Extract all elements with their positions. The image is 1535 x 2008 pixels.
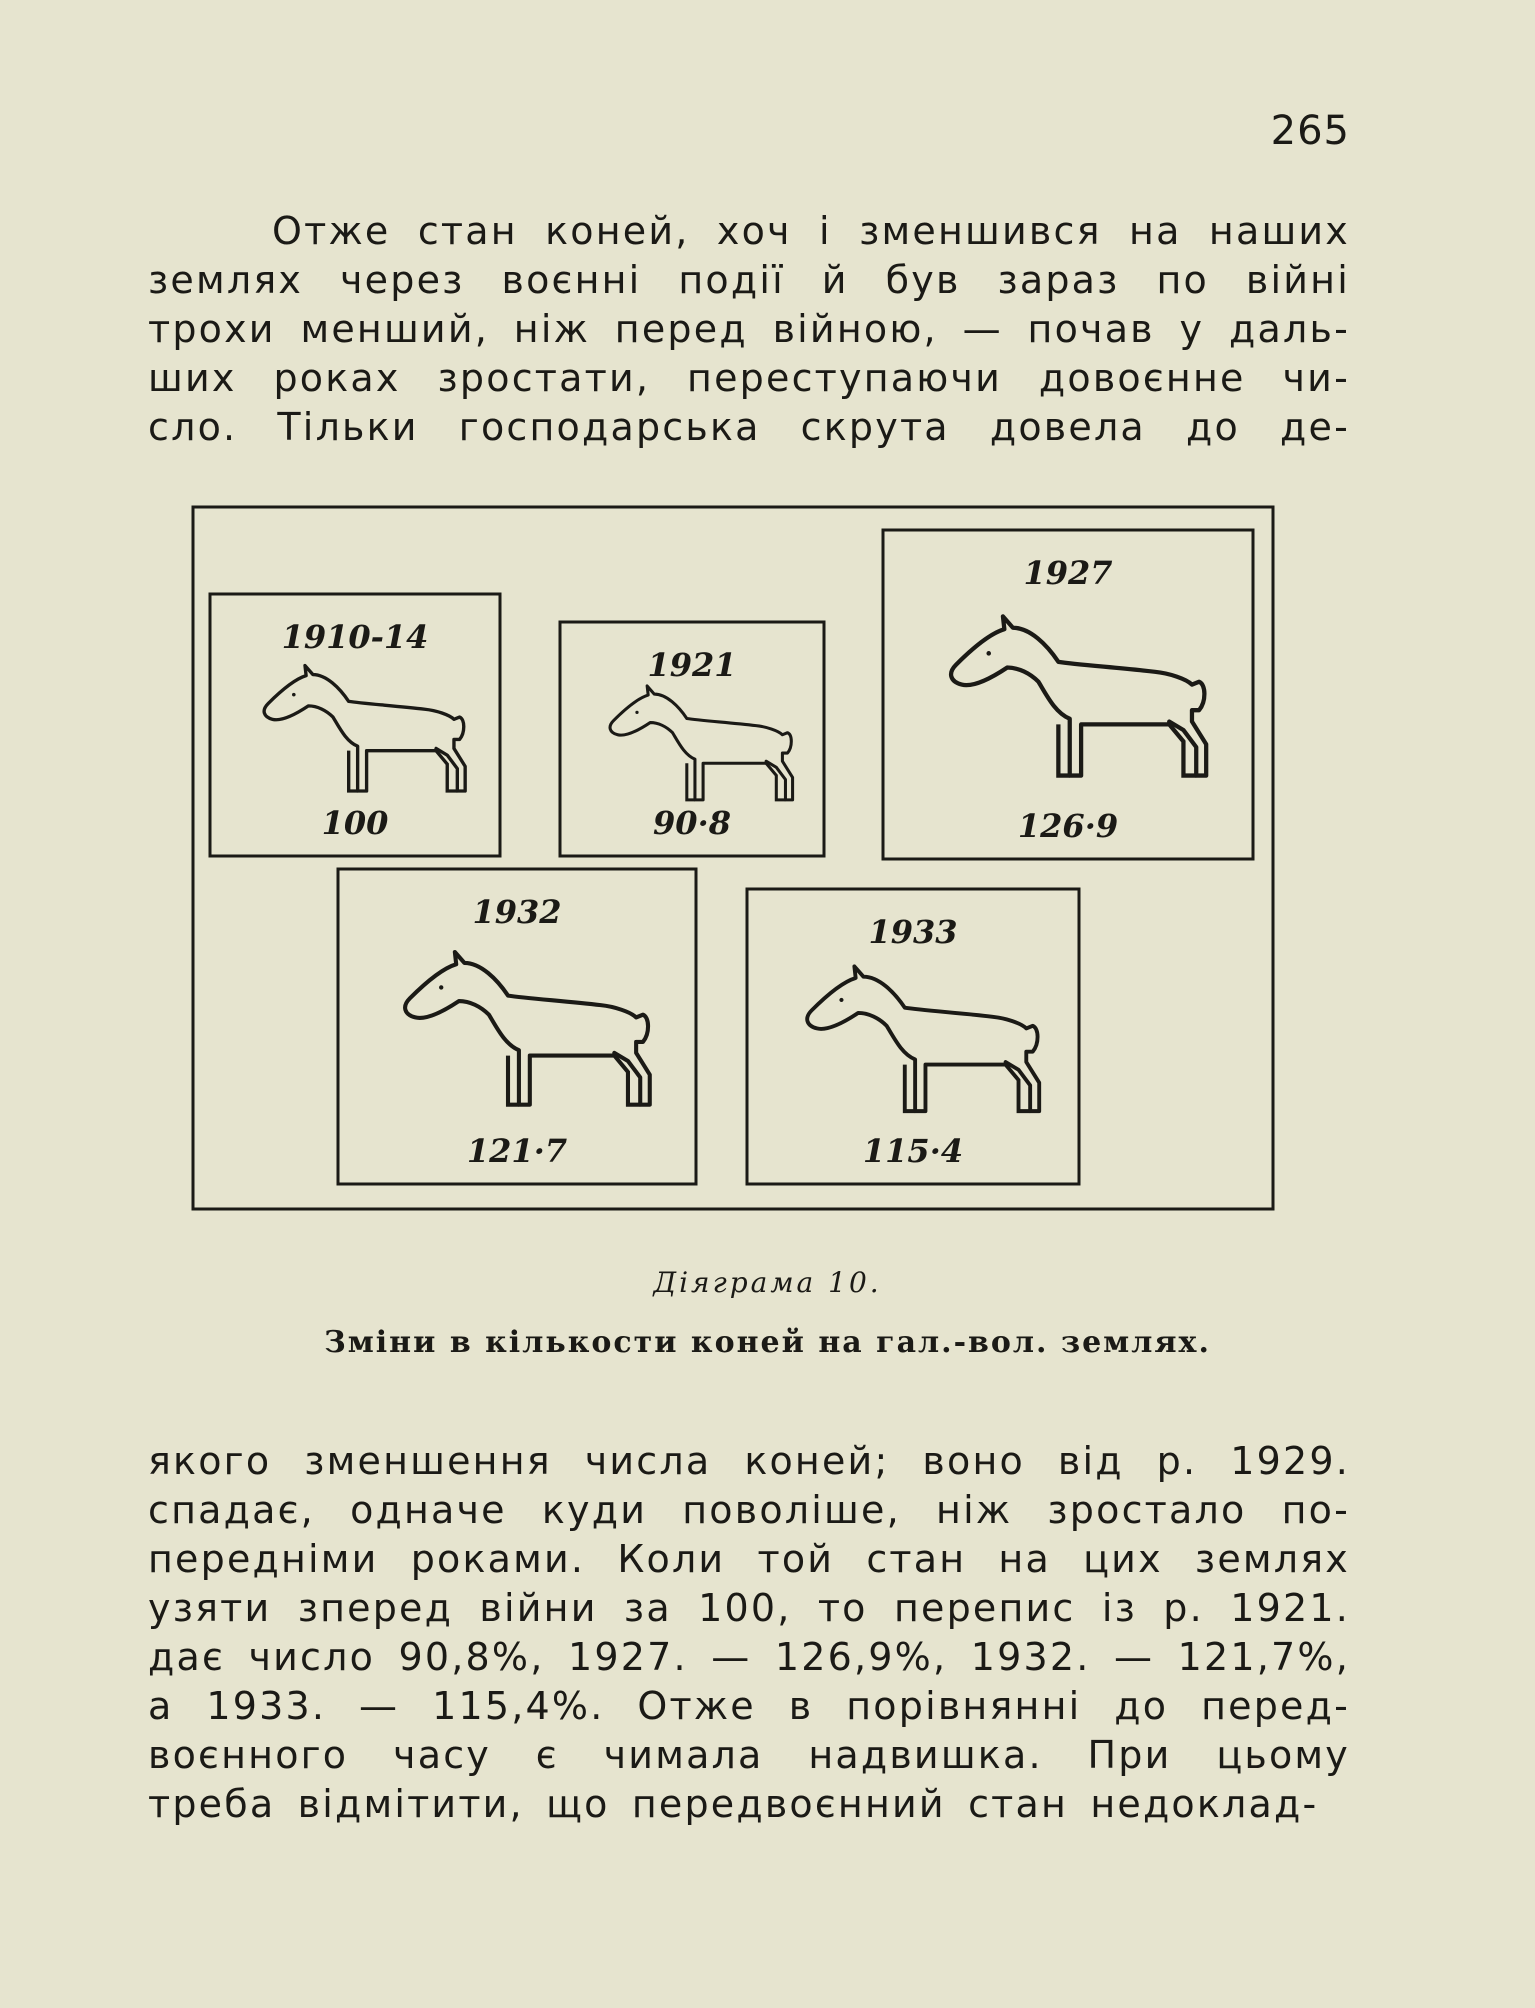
panel-1932 <box>338 869 696 1184</box>
panel-value: 115·4 <box>862 1132 964 1170</box>
diagram-label: Діяграма 10. <box>653 1266 882 1299</box>
text-line: передніми роками. Коли той стан на цих землях <box>148 1537 1350 1581</box>
panel-1921 <box>560 622 824 856</box>
text-line: сло. Тільки господарська скрута довела до де- <box>148 405 1350 449</box>
page-number: 265 <box>1270 108 1350 154</box>
diagram-caption: Зміни в кількости коней на гал.-вол. землях. <box>324 1325 1211 1360</box>
horse-icon <box>264 666 465 791</box>
panel-1933 <box>747 889 1079 1184</box>
text-line: спадає, одначе куди поволіше, ніж зростало по- <box>148 1488 1350 1532</box>
paragraph-bottom <box>148 1437 1350 1829</box>
panel-value: 121·7 <box>466 1132 568 1170</box>
panel-1927 <box>883 530 1253 859</box>
text-line: ших роках зростати, переступаючи довоєнне чи- <box>148 356 1350 400</box>
text-line: трохи менший, ніж перед війною, — почав у даль- <box>148 307 1350 351</box>
horse-diagram <box>190 504 1280 1216</box>
horse-icon <box>610 686 793 800</box>
text-line: воєнного часу є чимала надвишка. При цьому <box>148 1733 1350 1777</box>
panel-year: 1927 <box>1023 554 1113 592</box>
text-line: дає число 90,8%, 1927. — 126,9%, 1932. — 121,7%, <box>148 1635 1350 1679</box>
horse-icon <box>807 966 1039 1111</box>
text-line: треба відмітити, що передвоєнний стан недоклад- <box>148 1782 1319 1826</box>
text-line: узяти зперед війни за 100, то перепис із р. 1921. <box>148 1586 1350 1630</box>
panel-value: 90·8 <box>653 804 731 842</box>
panel-value: 100 <box>321 804 389 842</box>
horse-icon <box>951 616 1206 775</box>
panel-year: 1933 <box>868 913 958 951</box>
panel-year: 1932 <box>472 893 562 931</box>
panel-year: 1910-14 <box>281 618 429 656</box>
panel-value: 126·9 <box>1017 807 1119 845</box>
text-line: а 1933. — 115,4%. Отже в порівнянні до перед- <box>148 1684 1350 1728</box>
panel-1910-14 <box>210 594 500 856</box>
panel-year: 1921 <box>647 646 737 684</box>
paragraph-top <box>148 207 1350 452</box>
horse-icon <box>405 952 650 1105</box>
text-line: землях через воєнні події й був зараз по війні <box>148 258 1350 302</box>
text-line: Отже стан коней, хоч і зменшився на наших <box>272 209 1350 253</box>
text-line: якого зменшення числа коней; воно від р. 1929. <box>148 1439 1350 1483</box>
